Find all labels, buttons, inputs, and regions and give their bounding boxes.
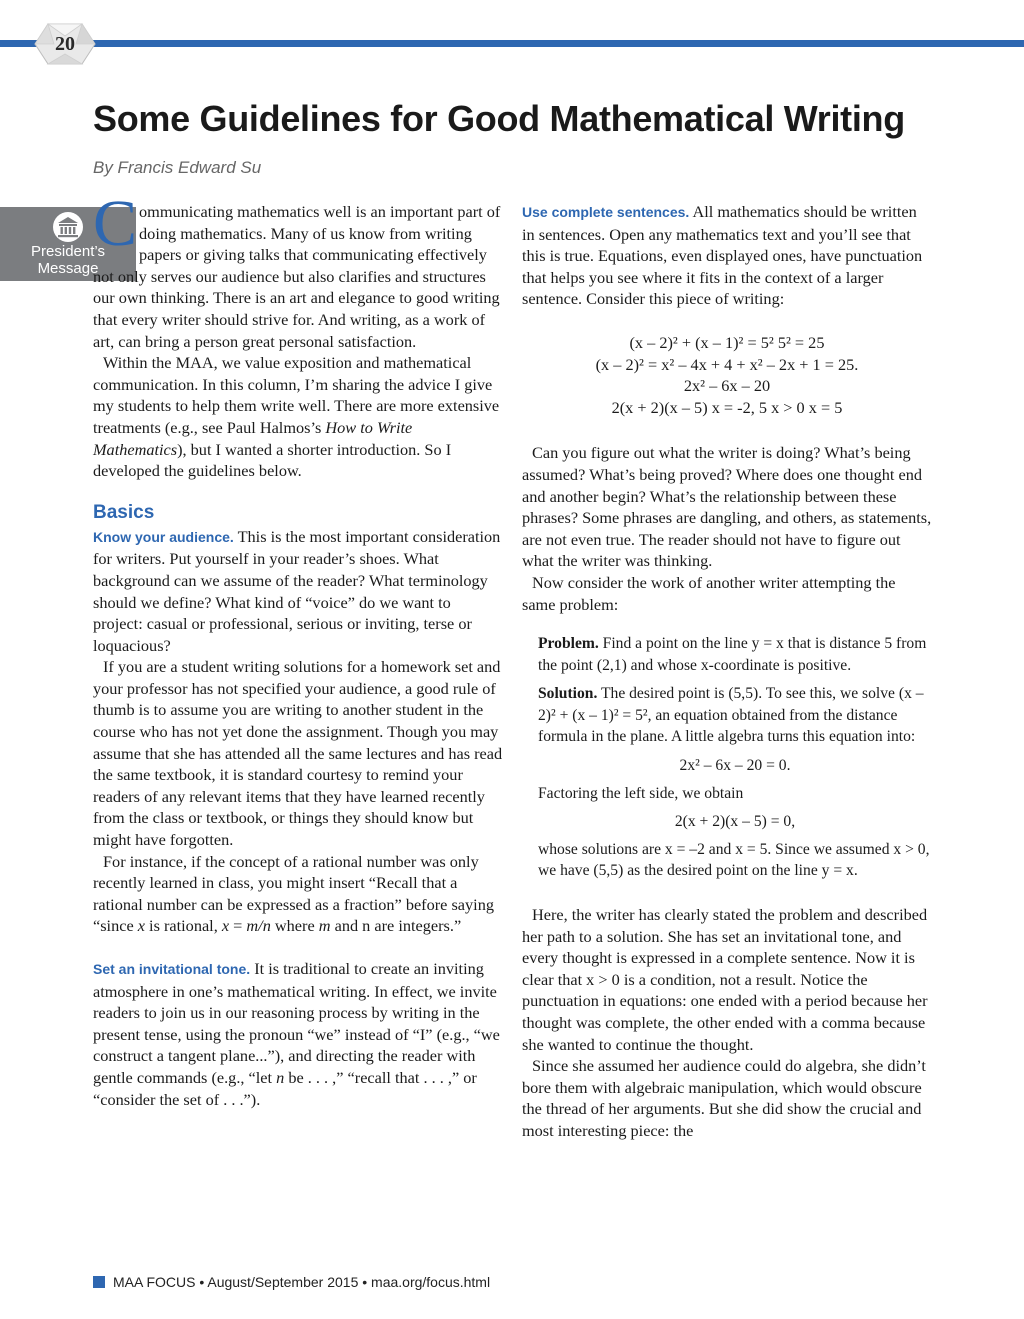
tone-text-b: be . . . ,” “recall that . . . ,” or “consider the set of . . .”).: [93, 1067, 477, 1109]
solutions-text: whose solutions are x = –2 and x = 5. Since we assumed x > 0, we have (5,5) as the desired point on the line y = x.: [538, 840, 930, 880]
sentences-text: All mathematics should be written in sentences. Open any mathematics text and you’ll see that this is true. Equations, even displayed ones, have punctuation that helps you see where it fits in the context of a larger sentence. Consider this piece of writing:: [522, 202, 923, 309]
consider-paragraph: Now consider the work of another writer attempting the same problem:: [522, 572, 896, 614]
building-columns-icon: [52, 211, 84, 243]
maa-text-b: ), but I wanted a shorter introduction. So I developed the guidelines below.: [93, 439, 452, 481]
equation-2: 2(x + 2)(x – 5) = 0,: [674, 813, 796, 831]
audience-heading: Know your audience.: [93, 528, 234, 545]
tone-n: n: [276, 1067, 285, 1087]
problem-text: Find a point on the line y = x that is distance 5 from the point (2,1) and whose x-coordinate is positive.: [538, 635, 927, 674]
article-title: Some Guidelines for Good Mathematical Writing: [93, 98, 905, 139]
analysis-paragraph: Here, the writer has clearly stated the problem and described her path to a solution. She has set an invitational tone, and every thought is expressed in a complete sentence. Now it is clear that x > 0 is a condition, not a result. Notice the punctuation in equations: one ended with a period because her thought was complete, the other ended with a comma because she wanted to continue the thought.: [522, 905, 928, 1054]
math-line: (x – 2)² = x² – 4x + 4 + x² – 2x + 1 = 25.: [595, 354, 859, 374]
drop-cap: C: [93, 187, 138, 260]
problem-statement: [538, 633, 932, 676]
p3-b: is rational,: [144, 916, 222, 936]
tone-paragraph: [93, 958, 503, 1110]
factoring-text: Factoring the left side, we obtain: [538, 784, 744, 802]
problem-label: Problem.: [538, 635, 599, 653]
solution-statement: [538, 683, 932, 748]
math-line: 2x² – 6x – 20: [683, 376, 771, 396]
header-bar: [0, 40, 1024, 47]
tone-text-a: It is traditional to create an inviting atmosphere in one’s mathematical writing. In effect, we invite readers to join us in our reasoning process by writing in the present tense, using the pronoun “we” instead of “I” (e.g., “we construct a tangent plane...”), and directing the reader with gentle commands (e.g., “let: [93, 959, 500, 1087]
p3-m: m: [318, 916, 331, 936]
p3-a: For instance, if the concept of a rational number was only recently learned in class, you might insert “Recall that a rational number can be expressed as a fraction” before saying “since: [93, 851, 494, 936]
solution-text: The desired point is (5,5). To see this, we solve (x – 2)² + (x – 1)² = 5², an equation obtained from the distance formula in the plane. A little algebra turns this equation into:: [538, 685, 924, 746]
basics-heading: Basics: [93, 501, 155, 523]
solution-label: Solution.: [538, 685, 598, 703]
math-line: (x – 2)² + (x – 1)² = 5² 5² = 25: [629, 332, 825, 352]
equation-1: 2x² – 6x – 20 = 0.: [679, 757, 791, 775]
page-number-badge: [34, 22, 96, 66]
halmos-book-title: How to Write Mathematics: [93, 417, 413, 459]
p3-x1: x: [137, 916, 145, 936]
questions-paragraph: Can you figure out what the writer is doing? What’s being assumed? What’s being proved? Where does one thought end and another begin? What’s the relationship between these phrases? Some phrases are dangling, and others, as statements, are not even true. The reader should not have to figure out what the writer was thinking.: [522, 443, 932, 571]
bad-math-example: [522, 332, 932, 418]
good-example: [538, 633, 932, 882]
intro-lead: ommunicating mathematics well is an important part of doing mathematics.: [139, 202, 501, 243]
byline: By Francis Edward Su: [93, 158, 262, 177]
intro-rest: Many of us know from writing papers or giving talks that communicating effectively not only serves our audience but also clarifies and structures our own thinking. There is an art and elegance to good writing that every writer should strive for. And writing, as a work of art, can bring a person great personal satisfaction.: [93, 223, 500, 351]
audience-paragraph-3: [93, 851, 503, 937]
p3-mn: m/n: [246, 916, 271, 936]
math-line: 2(x + 2)(x – 5) x = -2, 5 x > 0 x = 5: [611, 397, 843, 417]
audience-paragraph-1: [93, 526, 503, 657]
p3-c: =: [229, 916, 247, 936]
page-footer: [93, 1274, 490, 1290]
sentences-heading: Use complete sentences.: [522, 204, 690, 220]
p3-x2: x: [221, 916, 230, 936]
right-column: [522, 201, 932, 1142]
footer-square-icon: [93, 1276, 105, 1288]
maa-text-a: Within the MAA, we value exposition and mathematical communication. In this column, I’m sharing the advice I give my students to help them write well. There are more extensive treatments (e.g., see Paul Halmos’s: [93, 353, 500, 437]
algebra-paragraph: Since she assumed her audience could do algebra, she didn’t bore them with algebraic manipulation, which would obscure the thread of her arguments. But she did show the crucial and most interesting piece: the: [522, 1056, 926, 1140]
tab-line-1: President’s: [31, 243, 105, 260]
p3-d: where: [270, 916, 319, 936]
tone-heading: Set an invitational tone.: [93, 961, 251, 977]
tab-line-2: Message: [37, 260, 99, 277]
intro-paragraph: [93, 187, 503, 352]
sentences-paragraph: [522, 201, 932, 310]
left-column: [93, 187, 503, 1110]
page-number: 20: [55, 33, 75, 55]
p3-e: and n are integers.”: [330, 916, 462, 936]
maa-paragraph: [93, 352, 503, 482]
audience-text-1: This is the most important consideration for writers. Put yourself in your reader’s shoes. What background can we assume of the reader? What terminology should we define? What kind of “voice” do we want to project: casual or professional, serious or inviting, terse or loquacious?: [93, 526, 501, 655]
audience-paragraph-2: If you are a student writing solutions for a homework set and your professor has not specified your audience, a good rule of thumb is to assume you are writing to another student in the course who has not yet done the assignment. Though you may assume that she has attended all the same lectures and has read the same textbook, it is standard courtesy to remind your readers of any relevant items that they have learned recently from the class or textbook, or things they should know but might have forgotten.: [93, 657, 503, 850]
footer-text: MAA FOCUS • August/September 2015 • maa.org/focus.html: [113, 1274, 491, 1290]
